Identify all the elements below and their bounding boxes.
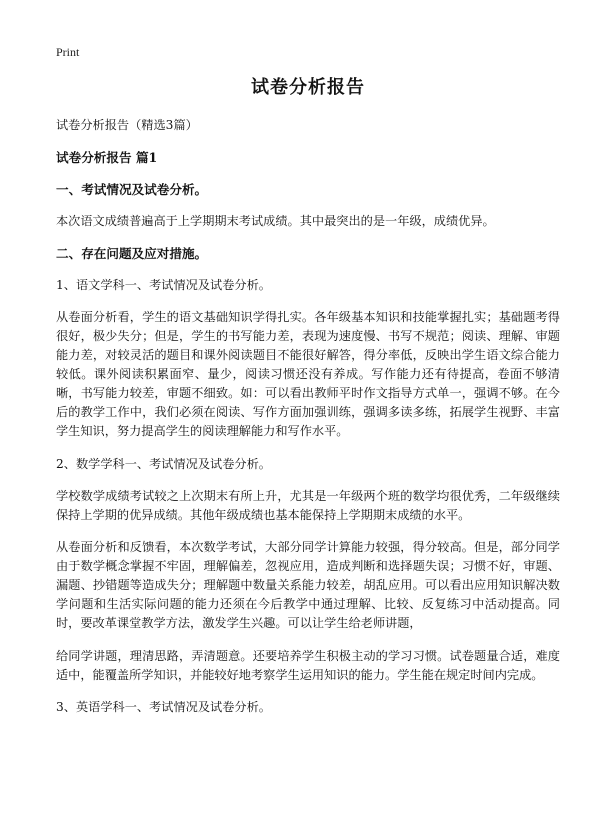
print-label: Print xyxy=(56,45,80,59)
section-heading-exam-analysis: 一、考试情况及试卷分析。 xyxy=(56,182,208,197)
paragraph-math-analysis: 从卷面分析和反馈看，本次数学考试，大部分同学计算能力较强，得分较高。但是，部分同学由于数学概念掌握不牢固，理解偏差，忽视应用，造成判断和选择题失误；习惯不好，审题、漏题、抄错题等造成失分；理解题中数量关系能力较差，胡乱应用。可以看出应用知识解决数学问题和生活实际问题的能力还须在今后教学中通过理解、比较、反复练习中活动提高。同时，要改革课堂教学方法，激发学生兴趣。可以让学生给老师讲题， xyxy=(56,540,560,630)
english-subject-heading: 3、英语学科一、考试情况及试卷分析。 xyxy=(56,700,271,714)
paragraph-chinese-analysis: 从卷面分析看，学生的语文基础知识学得扎实。各年级基本知识和技能掌握扎实；基础题考得很好，极少失分；但是，学生的书写能力差，表现为速度慢、书写不规范；阅读、理解、审题能力差，对较灵活的题目和课外阅读题目不能很好解答，得分率低，反映出学生语文综合能力较低。课外阅读积累面窄、量少，阅读习惯还没有养成。写作能力还有待提高，卷面不够清晰，书写能力较差，审题不细致。如：可以看出教师平时作文指导方式单一，强调不够。在今后的教学工作中，我们必须在阅读、写作方面加强训练，强调多读多练，拓展学生视野、丰富学生知识，努力提高学生的阅读理解能力和写作水平。 xyxy=(56,310,560,438)
page-title: 试卷分析报告 xyxy=(251,77,365,98)
math-subject-heading: 2、数学学科一、考试情况及试卷分析。 xyxy=(56,457,271,471)
paragraph-math-results: 学校数学成绩考试较之上次期末有所上升，尤其是一年级两个班的数学均很优秀，二年级继续保持上学期的优异成绩。其他年级成绩也基本能保持上学期期末成绩的水平。 xyxy=(56,489,560,522)
paragraph-math-suggestions: 给同学讲题，理清思路，弄清题意。还要培养学生积极主动的学习习惯。试卷题量合适，难度适中，能覆盖所学知识，并能较好地考察学生运用知识的能力。学生能在规定时间内完成。 xyxy=(56,649,560,682)
article-heading: 试卷分析报告 篇1 xyxy=(56,150,158,165)
paragraph-overview: 本次语文成绩普遍高于上学期期末考试成绩。其中最突出的是一年级，成绩优异。 xyxy=(56,214,495,228)
section-heading-problems: 二、存在问题及应对措施。 xyxy=(56,246,208,261)
chinese-subject-heading: 1、语文学科一、考试情况及试卷分析。 xyxy=(56,278,271,292)
document-subtitle: 试卷分析报告（精选3篇） xyxy=(56,118,198,132)
